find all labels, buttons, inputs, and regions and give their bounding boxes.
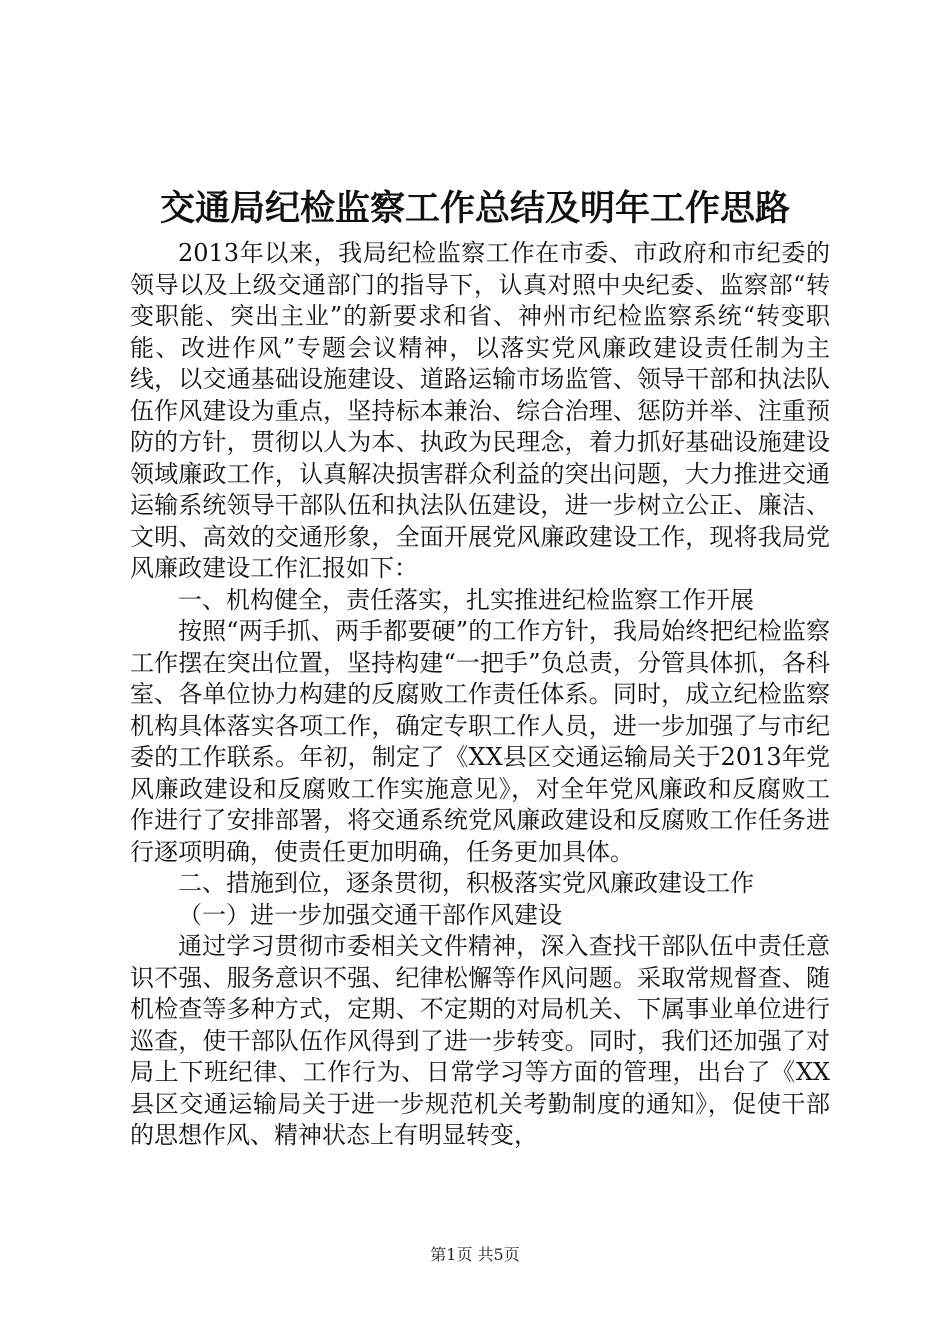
section-1-paragraph: 按照“两手抓、两手都要硬”的工作方针，我局始终把纪检监察工作摆在突出位置，坚持构建“一把手”负总责，分管具体抓，各科室、各单位协力构建的反腐败工作责任体系。同时，成立纪检监察机构具体落实各项工作，确定专职工作人员，进一步加强了与市纪委的工作联系。年初，制定了《XX县区交通运输局关于2013年党风廉政建设和反腐败工作实施意见》，对全年党风廉政和反腐败工作进行了安排部署，将交通系统党风廉政建设和反腐败工作任务进行逐项明确，使责任更加明确，任务更加具体。 <box>130 617 830 866</box>
subsection-heading-1: （一）进一步加强交通干部作风建设 <box>178 900 562 929</box>
page-footer: 第1页 共5页 <box>430 1245 520 1264</box>
subsection-1-paragraph: 通过学习贯彻市委相关文件精神，深入查找干部队伍中责任意识不强、服务意识不强、纪律松懈等作风问题。采取常规督查、随机检查等多种方式，定期、不定期的对局机关、下属事业单位进行巡查，使干部队伍作风得到了进一步转变。同时，我们还加强了对局上下班纪律、工作行为、日常学习等方面的管理，出台了《XX县区交通运输局关于进一步规范机关考勤制度的通知》，促使干部的思想作风、精神状态上有明显转变， <box>130 932 830 1149</box>
document-body <box>130 238 830 1152</box>
section-heading-2: 二、措施到位，逐条贯彻，积极落实党风廉政建设工作 <box>178 869 754 897</box>
intro-paragraph: 2013年以来，我局纪检监察工作在市委、市政府和市纪委的领导以及上级交通部门的指导下，认真对照中央纪委、监察部“转变职能、突出主业”的新要求和省、神州市纪检监察系统“转变职能、改进作风”专题会议精神，以落实党风廉政建设责任制为主线，以交通基础设施建设、道路运输市场监管、领导干部和执法队伍作风建设为重点，坚持标本兼治、综合治理、惩防并举、注重预防的方针，贯彻以人为本、执政为民理念，着力抓好基础设施建设领域廉政工作，认真解决损害群众利益的突出问题，大力推进交通运输系统领导干部队伍和执法队伍建设，进一步树立公正、廉洁、文明、高效的交通形象，全面开展党风廉政建设工作，现将我局党风廉政建设工作汇报如下： <box>130 239 830 582</box>
section-heading-1: 一、机构健全，责任落实，扎实推进纪检监察工作开展 <box>178 585 754 614</box>
document-title: 交通局纪检监察工作总结及明年工作思路 <box>159 188 790 229</box>
